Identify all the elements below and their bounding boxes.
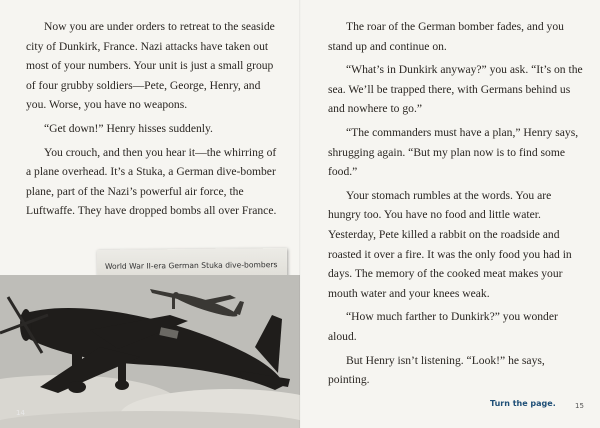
paragraph: You crouch, and then you hear it—the whirring of a plane overhead. It’s a Stuka, a German dive-bomber plane, part of the Nazi’s powerful air force, the Luftwaffe. They have dropped bombs all over France. bbox=[26, 145, 277, 218]
right-page bbox=[300, 0, 600, 428]
turn-the-page-link[interactable]: Turn the page. bbox=[490, 399, 556, 408]
stuka-photo bbox=[0, 275, 300, 428]
paragraph: “Get down!” Henry hisses suddenly. bbox=[44, 121, 213, 135]
photo-caption: World War II-era German Stuka dive-bombers bbox=[104, 260, 278, 271]
paragraph: “What’s in Dunkirk anyway?” you ask. “It’s on the sea. We’ll be trapped there, with Germans behind us and nowhere to go.” bbox=[328, 63, 583, 116]
left-page-text bbox=[26, 17, 282, 225]
paragraph: But Henry isn’t listening. “Look!” he says, pointing. bbox=[328, 353, 545, 387]
paragraph: Now you are under orders to retreat to the seaside city of Dunkirk, France. Nazi attacks have taken out most of your numbers. Your unit is just a small group of four grubby soldiers—Pete, George, Henry, and you. Worse, you have no weapons. bbox=[26, 20, 275, 112]
paragraph: Your stomach rumbles at the words. You are hungry too. You have no food and little water. Yesterday, Pete killed a rabbit on the roadside and roasted it over a fire. It was the only food you had in days. The memory of the cooked meat makes your mouth water and your knees weak. bbox=[328, 188, 572, 300]
paragraph: “How much farther to Dunkirk?” you wonder aloud. bbox=[328, 310, 558, 343]
stuka-planes-image bbox=[0, 275, 300, 428]
paragraph: “The commanders must have a plan,” Henry says, shrugging again. “But my plan now is to find some food.” bbox=[328, 125, 579, 179]
paragraph: The roar of the German bomber fades, and you stand up and continue on. bbox=[328, 20, 564, 53]
page-number-right: 15 bbox=[575, 402, 584, 410]
page-number-left: 14 bbox=[16, 409, 25, 417]
right-page-text bbox=[328, 17, 584, 394]
